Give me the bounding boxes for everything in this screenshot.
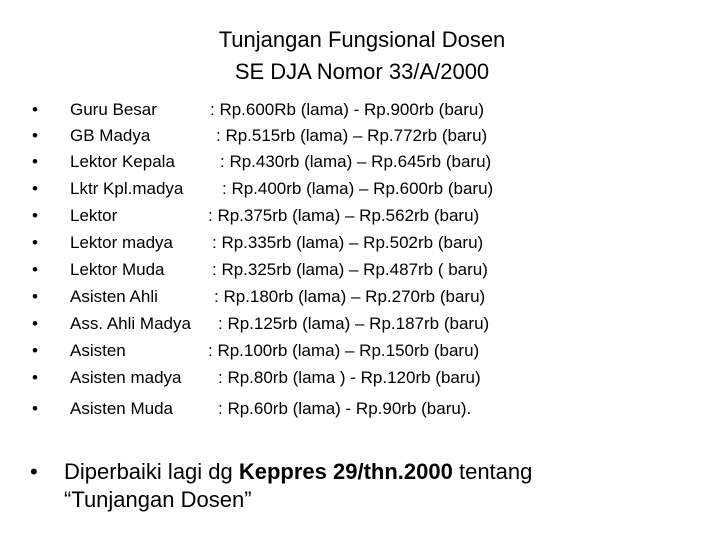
item-label: Lktr Kpl.madya <box>70 179 184 198</box>
item-label: Lektor <box>70 206 118 225</box>
item-value: : Rp.400rb (lama) – Rp.600rb (baru) <box>222 179 494 198</box>
bullet-icon: • <box>32 314 38 333</box>
item-value: : Rp.375rb (lama) – Rp.562rb (baru) <box>208 206 480 225</box>
bullet-icon: • <box>32 233 38 252</box>
note-line-1 <box>64 458 532 486</box>
item-label: Asisten Ahli <box>70 287 158 306</box>
item-value: : Rp.600Rb (lama) - Rp.900rb (baru) <box>210 100 485 119</box>
note-suffix: tentang <box>452 459 533 484</box>
item-label: Asisten madya <box>70 368 182 387</box>
note-decree: Keppres 29/thn.2000 <box>238 459 453 484</box>
item-label: GB Madya <box>70 126 151 145</box>
item-value: : Rp.515rb (lama) – Rp.772rb (baru) <box>216 126 488 145</box>
bullet-icon: • <box>32 206 38 225</box>
item-value: : Rp.80rb (lama ) - Rp.120rb (baru) <box>218 368 481 387</box>
title-line-2: SE DJA Nomor 33/A/2000 <box>234 59 490 84</box>
item-value: : Rp.60rb (lama) - Rp.90rb (baru). <box>218 399 472 418</box>
bullet-icon: • <box>32 260 38 279</box>
bullet-icon: • <box>32 152 38 171</box>
item-label: Lektor Muda <box>70 260 165 279</box>
bullet-icon: • <box>32 287 38 306</box>
bullet-icon: • <box>32 100 38 119</box>
item-label: Lektor Kepala <box>70 152 175 171</box>
item-value: : Rp.125rb (lama) – Rp.187rb (baru) <box>218 314 490 333</box>
title-line-1: Tunjangan Fungsional Dosen <box>218 27 506 52</box>
bullet-icon: • <box>30 459 38 484</box>
item-value: : Rp.430rb (lama) – Rp.645rb (baru) <box>220 152 492 171</box>
bullet-icon: • <box>32 126 38 145</box>
item-label: Asisten <box>70 341 126 360</box>
bullet-icon: • <box>32 368 38 387</box>
item-label: Lektor madya <box>70 233 173 252</box>
bullet-icon: • <box>32 179 38 198</box>
item-value: : Rp.180rb (lama) – Rp.270rb (baru) <box>214 287 486 306</box>
item-value: : Rp.100rb (lama) – Rp.150rb (baru) <box>208 341 480 360</box>
note-line-2: “Tunjangan Dosen” <box>64 487 252 512</box>
bullet-icon: • <box>32 341 38 360</box>
note-prefix: Diperbaiki lagi dg <box>64 459 239 484</box>
item-value: : Rp.335rb (lama) – Rp.502rb (baru) <box>212 233 484 252</box>
item-label: Ass. Ahli Madya <box>70 314 191 333</box>
item-label: Guru Besar <box>70 100 157 119</box>
bullet-icon: • <box>32 399 38 418</box>
item-label: Asisten Muda <box>70 399 173 418</box>
item-value: : Rp.325rb (lama) – Rp.487rb ( baru) <box>212 260 488 279</box>
